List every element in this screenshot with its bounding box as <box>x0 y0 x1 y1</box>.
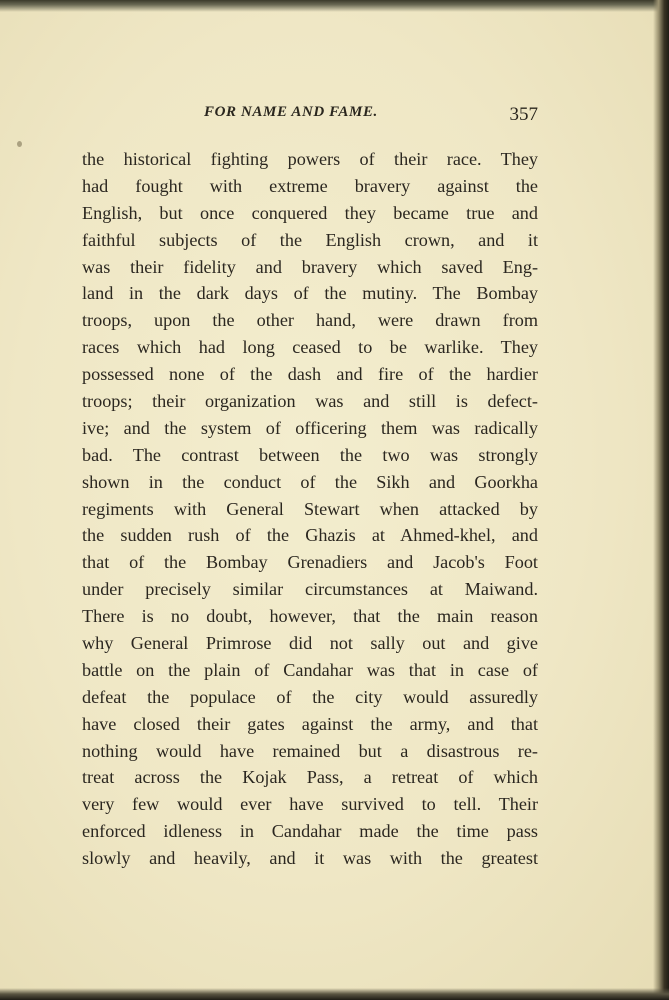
paper-spot <box>17 141 22 147</box>
page-number: 357 <box>509 104 538 125</box>
text-line: very few would ever have survived to tell. Their <box>82 794 538 815</box>
text-line: enforced idleness in Candahar made the time pass <box>82 821 538 842</box>
page-top-edge <box>0 0 669 12</box>
page-right-edge <box>653 0 669 1000</box>
text-line: There is no doubt, however, that the main reason <box>82 606 538 627</box>
text-line: slowly and heavily, and it was with the greatest <box>82 848 538 869</box>
text-line: the sudden rush of the Ghazis at Ahmed-khel, and <box>82 525 538 546</box>
body-text <box>82 146 538 872</box>
page-header <box>82 104 538 128</box>
text-line: nothing would have remained but a disastrous re- <box>82 740 538 761</box>
text-line: races which had long ceased to be warlike. They <box>82 337 538 358</box>
text-line: possessed none of the dash and fire of the hardier <box>82 364 538 385</box>
text-line: troops, upon the other hand, were drawn from <box>82 310 538 331</box>
text-line: defeat the populace of the city would assuredly <box>82 686 538 707</box>
text-line: shown in the conduct of the Sikh and Goorkha <box>82 471 538 492</box>
text-line: land in the dark days of the mutiny. The Bombay <box>82 283 538 304</box>
running-head: FOR NAME AND FAME. <box>204 104 378 120</box>
text-line: have closed their gates against the army, and that <box>82 713 538 734</box>
text-line: under precisely similar circumstances at Maiwand. <box>82 579 538 600</box>
text-line: had fought with extreme bravery against the <box>82 175 538 196</box>
text-line: troops; their organization was and still is defect- <box>82 391 538 412</box>
text-line: English, but once conquered they became true and <box>82 202 538 223</box>
text-line: regiments with General Stewart when attacked by <box>82 498 538 519</box>
text-line: bad. The contrast between the two was strongly <box>82 444 538 465</box>
text-line: battle on the plain of Candahar was that in case of <box>82 659 538 680</box>
text-line: was their fidelity and bravery which saved Eng- <box>82 256 538 277</box>
text-line: the historical fighting powers of their race. They <box>82 149 538 169</box>
text-line: faithful subjects of the English crown, and it <box>82 229 538 250</box>
text-line: ive; and the system of officering them was radically <box>82 417 538 438</box>
text-line: that of the Bombay Grenadiers and Jacob's Foot <box>82 552 538 573</box>
text-line: why General Primrose did not sally out and give <box>82 633 538 654</box>
text-line: treat across the Kojak Pass, a retreat of which <box>82 767 538 788</box>
page-bottom-edge <box>0 988 669 1000</box>
